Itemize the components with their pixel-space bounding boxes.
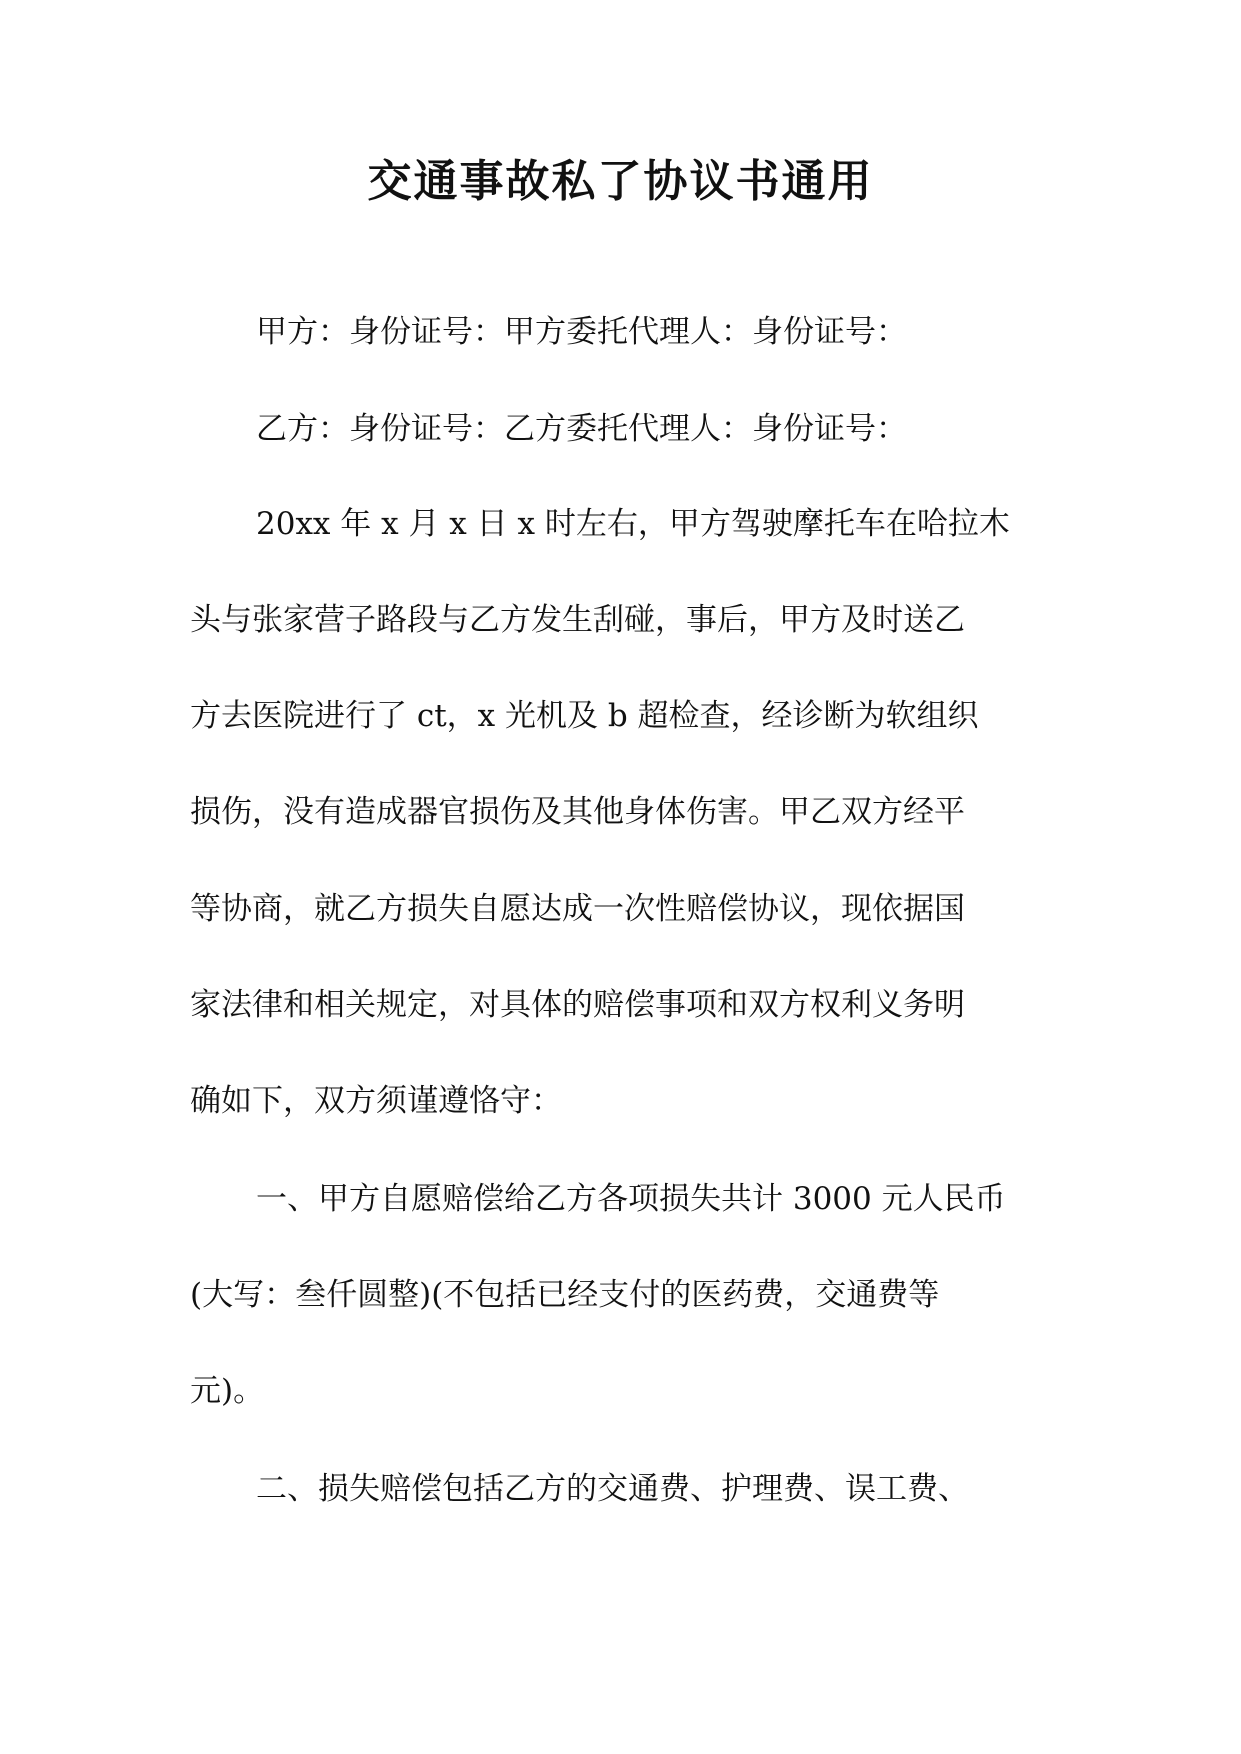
clause-1-line: (大写：叁仟圆整)(不包括已经支付的医药费，交通费等 bbox=[190, 1277, 940, 1313]
body-line: 家法律和相关规定，对具体的赔偿事项和双方权利义务明 bbox=[190, 987, 965, 1023]
party-a-line: 甲方：身份证号：甲方委托代理人：身份证号： bbox=[256, 314, 907, 350]
body-line: 损伤，没有造成器官损伤及其他身体伤害。甲乙双方经平 bbox=[190, 794, 965, 830]
clause-1-line: 一、甲方自愿赔偿给乙方各项损失共计 3000 元人民币 bbox=[256, 1181, 1006, 1217]
body-line: 头与张家营子路段与乙方发生刮碰，事后，甲方及时送乙 bbox=[190, 602, 965, 638]
body-line: 等协商，就乙方损失自愿达成一次性赔偿协议，现依据国 bbox=[190, 891, 965, 927]
party-b-line: 乙方：身份证号：乙方委托代理人：身份证号： bbox=[256, 411, 907, 447]
document-title: 交通事故私了协议书通用 bbox=[367, 156, 874, 207]
body-line: 20xx 年 x 月 x 日 x 时左右，甲方驾驶摩托车在哈拉木 bbox=[256, 506, 1010, 542]
clause-1-line: 元)。 bbox=[190, 1373, 265, 1409]
body-line: 方去医院进行了 ct，x 光机及 b 超检查，经诊断为软组织 bbox=[190, 698, 979, 734]
clause-2-line: 二、损失赔偿包括乙方的交通费、护理费、误工费、 bbox=[256, 1471, 969, 1507]
body-line: 确如下，双方须谨遵恪守： bbox=[190, 1083, 562, 1119]
